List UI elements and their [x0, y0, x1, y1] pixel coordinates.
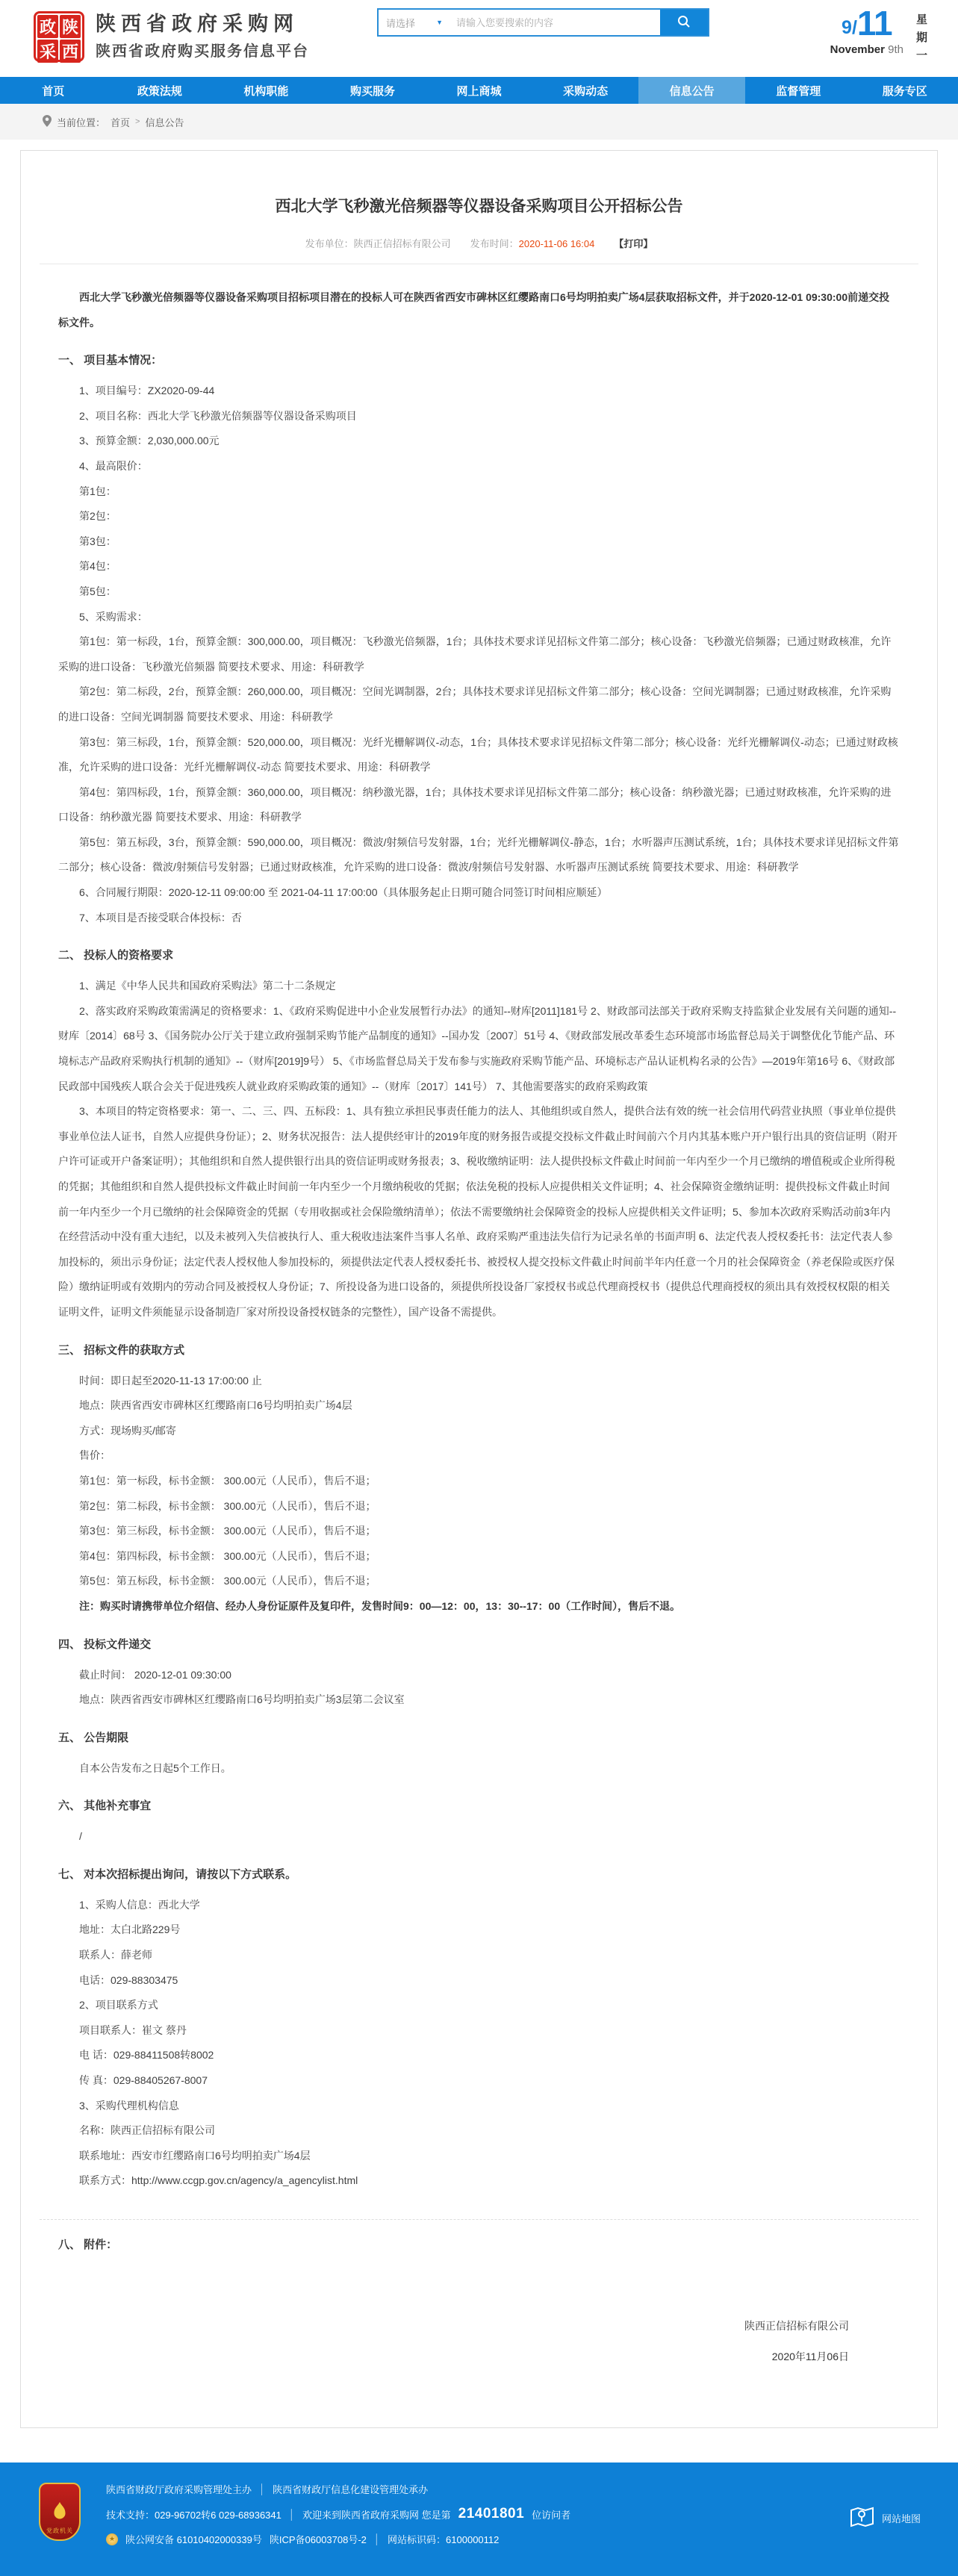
article-paragraph: 联系方式：http://www.ccgp.gov.cn/agency/a_agencylist.html: [58, 2168, 900, 2194]
article-paragraph: 第5包：第五标段，标书金额： 300.00元（人民币），售后不退；: [58, 1569, 900, 1594]
article-paragraph: 第5包：: [58, 579, 900, 605]
article-paragraph: 联系地址：西安市红缨路南口6号均明拍卖广场4层: [58, 2144, 900, 2169]
article-paragraph: 2、落实政府采购政策需满足的资格要求：1、《政府采购促进中小企业发展暂行办法》的通知--财库[2011]181号 2、财政部司法部关于政府采购支持监狱企业发展有关问题的通知--财库〔2014〕68号 3、《国务院办公厅关于建立政府强制采购节能产品制度的通知》--国办发〔2007〕51号 4、《财政部发展改革委生态环境部市场监督总局关于调整优化节能产品、环境标志产品政府采购执行机制的通知》--（财库[2019]9号） 5、《市场监督总局关于发布参与实施政府采购节能产品、环境标志产品认证机构名录的公告》—2019年第16号 6、《财政部民政部中国残疾人联合会关于促进残疾人就业政府采购政策的通知》--（财库〔2017〕141号） 7、其他需要落实的政府采购政策: [58, 999, 900, 1099]
signature-block: [58, 2311, 900, 2371]
site-titles: [96, 13, 309, 60]
footer-line-support: 技术支持：029-96702转6 029-68936341 │ 欢迎来到陕西省政府采购网 您是第 21401801 位访问者: [106, 2506, 570, 2522]
article-paragraph: 7、本项目是否接受联合体投标：否: [58, 906, 900, 931]
nav-item-news[interactable]: 采购动态: [532, 77, 639, 104]
seal-char: 采: [37, 40, 58, 63]
footer-welcome-suffix: 位访问者: [532, 2507, 570, 2521]
article-paragraph: 第2包：第二标段，2台，预算金额：260,000.00，项目概况：空间光调制器，2台；具体技术要求详见招标文件第二部分；核心设备：空间光调制器；已通过财政核准，允许采购的进口设备：空间光调制器 简要技术要求、用途：科研教学: [58, 679, 900, 729]
article-paragraph: 第3包：第三标段，1台，预算金额：520,000.00，项目概况：光纤光栅解调仪-动态，1台；具体技术要求详见招标文件第二部分；核心设备：光纤光栅解调仪-动态；已通过财政核准，允许采购的进口设备：光纤光栅解调仪-动态 简要技术要求、用途：科研教学: [58, 730, 900, 780]
nav-item-purchase[interactable]: 购买服务: [320, 77, 426, 104]
article-paragraph: 第4包：第四标段，标书金额： 300.00元（人民币），售后不退；: [58, 1544, 900, 1569]
section-heading: 五、 公告期限: [58, 1725, 900, 1752]
breadcrumb-current: 信息公告: [145, 115, 184, 129]
article-paragraph: 自本公告发布之日起5个工作日。: [58, 1756, 900, 1782]
article-paragraph: 地点：陕西省西安市碑林区红缨路南口6号均明拍卖广场3层第二会议室: [58, 1687, 900, 1713]
article-paragraph: 第2包：: [58, 504, 900, 529]
article-paragraph: 注：购买时请携带单位介绍信、经办人身份证原件及复印件，发售时间9：00—12：00，13：30--17：00（工作时间），售后不退。: [58, 1594, 900, 1620]
section-heading: 七、 对本次招标提出询问，请按以下方式联系。: [58, 1861, 900, 1888]
article-paragraph: 3、预算金额：2,030,000.00元: [58, 429, 900, 454]
article-paragraph: 第2包：第二标段，标书金额： 300.00元（人民币），售后不退；: [58, 1494, 900, 1519]
footer-line-filings: ★ 陕公网安备 61010402000339号 陕ICP备06003708号-2 │ 网站标识码：6100000112: [106, 2532, 570, 2546]
government-emblem-icon: [39, 2483, 81, 2541]
article-paragraph: 第1包：第一标段，标书金额： 300.00元（人民币），售后不退；: [58, 1469, 900, 1494]
article-paragraph: 名称：陕西正信招标有限公司: [58, 2118, 900, 2144]
article-paragraph: 方式：现场购买/邮寄: [58, 1419, 900, 1444]
search-icon: [677, 15, 691, 31]
site-logo: [34, 11, 309, 62]
publish-time-value: 2020-11-06 16:04: [519, 238, 595, 249]
sitemap-button[interactable]: [850, 2506, 921, 2530]
nav-item-mall[interactable]: 网上商城: [426, 77, 532, 104]
article-paragraph: 时间：即日起至2020-11-13 17:00:00 止: [58, 1369, 900, 1394]
article-meta: [58, 236, 900, 250]
section-heading: 三、 招标文件的获取方式: [58, 1337, 900, 1364]
article-paragraph: 2、项目联系方式: [58, 1993, 900, 2018]
breadcrumb-separator: >: [135, 117, 140, 126]
breadcrumb: [0, 104, 958, 140]
date-display: [830, 10, 928, 65]
search-input[interactable]: [449, 10, 660, 35]
article-paragraph: 电话：029-88303475: [58, 1968, 900, 1994]
footer-welcome-prefix: 欢迎来到陕西省政府采购网 您是第: [302, 2507, 451, 2521]
section-heading: 二、 投标人的资格要求: [58, 942, 900, 969]
chevron-down-icon: ▼: [436, 19, 443, 26]
signature-company: 陕西正信招标有限公司: [58, 2311, 849, 2342]
nav-item-supervision[interactable]: 监督管理: [745, 77, 852, 104]
site-footer: [0, 2463, 958, 2576]
logo-seal-icon: [34, 11, 84, 62]
article-body: [58, 285, 900, 2259]
main-nav: [0, 77, 958, 104]
nav-item-policy[interactable]: 政策法规: [107, 77, 214, 104]
site-header: [0, 0, 958, 77]
article-paragraph: 4、最高限价：: [58, 454, 900, 479]
article-paragraph: 地点：陕西省西安市碑林区红缨路南口6号均明拍卖广场4层: [58, 1393, 900, 1419]
article-paragraph: 6、合同履行期限：2020-12-11 09:00:00 至 2021-04-11 17:00:00（具体服务起止日期可随合同签订时间相应顺延）: [58, 880, 900, 906]
section-heading: 四、 投标文件递交: [58, 1631, 900, 1658]
nav-item-notice[interactable]: 信息公告: [638, 77, 745, 104]
breadcrumb-prefix: 当前位置：: [57, 115, 105, 129]
seal-char: 西: [60, 40, 81, 63]
article-paragraph: 第4包：第四标段，1台，预算金额：360,000.00，项目概况：纳秒激光器，1台；具体技术要求详见招标文件第二部分；核心设备：纳秒激光器；已通过财政核准，允许采购的进口设备：纳秒激光器 简要技术要求、用途：科研教学: [58, 780, 900, 830]
article-paragraph: 1、项目编号：ZX2020-09-44: [58, 379, 900, 404]
publisher-value: 陕西正信招标有限公司: [354, 238, 451, 249]
date-day: 9: [842, 18, 852, 37]
date-slash: /: [852, 18, 857, 37]
publisher-label: 发布单位：: [305, 238, 354, 249]
article-paragraph: 第3包：: [58, 529, 900, 555]
security-filing-link[interactable]: 陕公网安备 61010402000339号: [125, 2532, 262, 2546]
article-paragraph: 第4包：: [58, 554, 900, 579]
footer-undertaker: 陕西省财政厅信息化建设管理处承办: [273, 2482, 428, 2496]
section-heading: 六、 其他补充事宜: [58, 1793, 900, 1820]
article-paragraph: 第1包：: [58, 479, 900, 505]
seal-char: 陕: [60, 15, 81, 38]
article-card: [20, 150, 938, 2428]
emblem-label: 党政机关: [46, 2527, 73, 2535]
search-button[interactable]: [660, 10, 708, 35]
footer-line-organizers: 陕西省财政厅政府采购管理处主办 │ 陕西省财政厅信息化建设管理处承办: [106, 2482, 570, 2496]
article-paragraph: 联系人：薛老师: [58, 1943, 900, 1968]
article-paragraph: 西北大学飞秒激光倍频器等仪器设备采购项目招标项目潜在的投标人可在陕西省西安市碑林区红缨路南口6号均明拍卖广场4层获取招标文件，并于2020-12-01 09:30:00前递交投标文件。: [58, 285, 900, 335]
date-month: 11: [857, 10, 892, 38]
publish-time-label: 发布时间：: [470, 238, 519, 249]
nav-item-home[interactable]: 首页: [0, 77, 107, 104]
section-heading: 一、 项目基本情况：: [58, 347, 900, 374]
footer-organizer: 陕西省财政厅政府采购管理处主办: [106, 2482, 252, 2496]
footer-tech-support: 技术支持：029-96702转6 029-68936341: [106, 2507, 282, 2521]
date-month-name: November: [830, 43, 885, 56]
location-pin-icon: [43, 115, 52, 129]
article-paragraph: 3、采购代理机构信息: [58, 2094, 900, 2119]
section-heading: 八、 附件：: [58, 2232, 900, 2259]
article-paragraph: 传 真：029-88405267-8007: [58, 2068, 900, 2094]
site-code: 网站标识码：6100000112: [388, 2532, 499, 2546]
icp-filing-link[interactable]: 陕ICP备06003708号-2: [270, 2532, 367, 2546]
article-title: 西北大学飞秒激光倍频器等仪器设备采购项目公开招标公告: [58, 194, 900, 217]
footer-text: [106, 2482, 570, 2556]
visitor-count: 21401801: [458, 2506, 525, 2522]
article-paragraph: 2、项目名称：西北大学飞秒激光倍频器等仪器设备采购项目: [58, 404, 900, 429]
article-paragraph: /: [58, 1824, 900, 1849]
article-paragraph: 1、满足《中华人民共和国政府采购法》第二十二条规定: [58, 974, 900, 999]
search-bar: [377, 8, 709, 37]
nav-item-service[interactable]: 服务专区: [852, 77, 958, 104]
article-paragraph: 第3包：第三标段，标书金额： 300.00元（人民币），售后不退；: [58, 1519, 900, 1544]
site-subtitle: 陕西省政府购买服务信息平台: [96, 39, 309, 60]
print-button[interactable]: 【打印】: [614, 238, 653, 249]
article-paragraph: 地址：太白北路229号: [58, 1917, 900, 1943]
article-paragraph: 第5包：第五标段，3台，预算金额：590,000.00，项目概况：微波/射频信号发射器，1台；光纤光栅解调仪-静态，1台；水听器声压测试系统，1台；具体技术要求详见招标文件第二部分；核心设备：微波/射频信号发射器；已通过财政核准，允许采购的进口设备：微波/射频信号发射器、水听器声压测试系统 简要技术要求、用途：科研教学: [58, 830, 900, 880]
article-paragraph: 截止时间： 2020-12-01 09:30:00: [58, 1663, 900, 1688]
article-paragraph: 5、采购需求：: [58, 605, 900, 630]
search-category-select[interactable]: [379, 10, 449, 35]
signature-date: 2020年11月06日: [58, 2342, 849, 2372]
article-paragraph: 项目联系人：崔文 蔡丹: [58, 2018, 900, 2044]
site-title: 陕西省政府采购网: [96, 13, 309, 36]
article-paragraph: 售价：: [58, 1443, 900, 1469]
date-weekday: 星期一: [915, 10, 928, 65]
nav-item-org[interactable]: 机构职能: [213, 77, 320, 104]
date-day-ordinal: 9th: [888, 43, 903, 56]
seal-char: 政: [37, 15, 58, 38]
search-select-label: 请选择: [386, 16, 415, 30]
sitemap-icon: [850, 2506, 875, 2530]
article-paragraph: 3、本项目的特定资格要求：第一、二、三、四、五标段：1、具有独立承担民事责任能力的法人、其他组织或自然人，提供合法有效的统一社会信用代码营业执照（事业单位提供事业单位法人证书，自然人应提供身份证）；2、财务状况报告：法人提供经审计的2019年度的财务报告或提交投标文件截止时间前六个月内其基本账户开户银行出具的资信证明（附开户许可证或开户备案证明）；其他组织和自然人提供银行出具的资信证明或财务报表；3、税收缴纳证明：法人提供投标文件截止时间前一年内至少一个月已缴纳的增值税或企业所得税的凭据；其他组织和自然人提供投标文件截止时间前一年内至少一个月缴纳税收的凭据；依法免税的投标人应提供相关文件证明；4、社会保障资金缴纳证明：提供投标文件截止时间前一年内至少一个月已缴纳的社会保障资金的凭据（专用收据或社会保险缴纳清单）；依法不需要缴纳社会保障资金的投标人应提供相关文件证明；5、参加本次政府采购活动前3年内在经营活动中没有重大违纪，以及未被列入失信被执行人、重大税收违法案件当事人名单、政府采购严重违法失信行为记录名单的书面声明 6、法定代表人授权委托书：法定代表人参加投标的，须出示身份证；法定代表人授权他人参加投标的，须提供法定代表人授权委托书、被授权人提交投标文件截止时间前半年内任意一个月的社会保障资金（养老保险或医疗保险）缴纳证明或有效期内的劳动合同及被授权人身份证；7、所投设备为进口设备的，须提供所投设备厂家授权书或总代理商授权书（提供总代理商授权的须出具有效授权权限的相关证明文件，证明文件须能显示设备制造厂家对所投设备授权链条的完整性），国产设备不需提供。: [58, 1099, 900, 1325]
article-paragraph: 1、采购人信息：西北大学: [58, 1893, 900, 1918]
date-numeric: [830, 10, 903, 65]
section-divider: [40, 2219, 918, 2220]
breadcrumb-home-link[interactable]: 首页: [111, 115, 130, 129]
national-emblem-icon: ★: [106, 2533, 118, 2545]
article-paragraph: 第1包：第一标段，1台，预算金额：300,000.00，项目概况：飞秒激光倍频器，1台；具体技术要求详见招标文件第二部分；核心设备：飞秒激光倍频器；已通过财政核准，允许采购的进口设备：飞秒激光倍频器 简要技术要求、用途：科研教学: [58, 629, 900, 679]
sitemap-label: 网站地图: [882, 2511, 921, 2525]
article-paragraph: 电 话：029-88411508转8002: [58, 2043, 900, 2068]
